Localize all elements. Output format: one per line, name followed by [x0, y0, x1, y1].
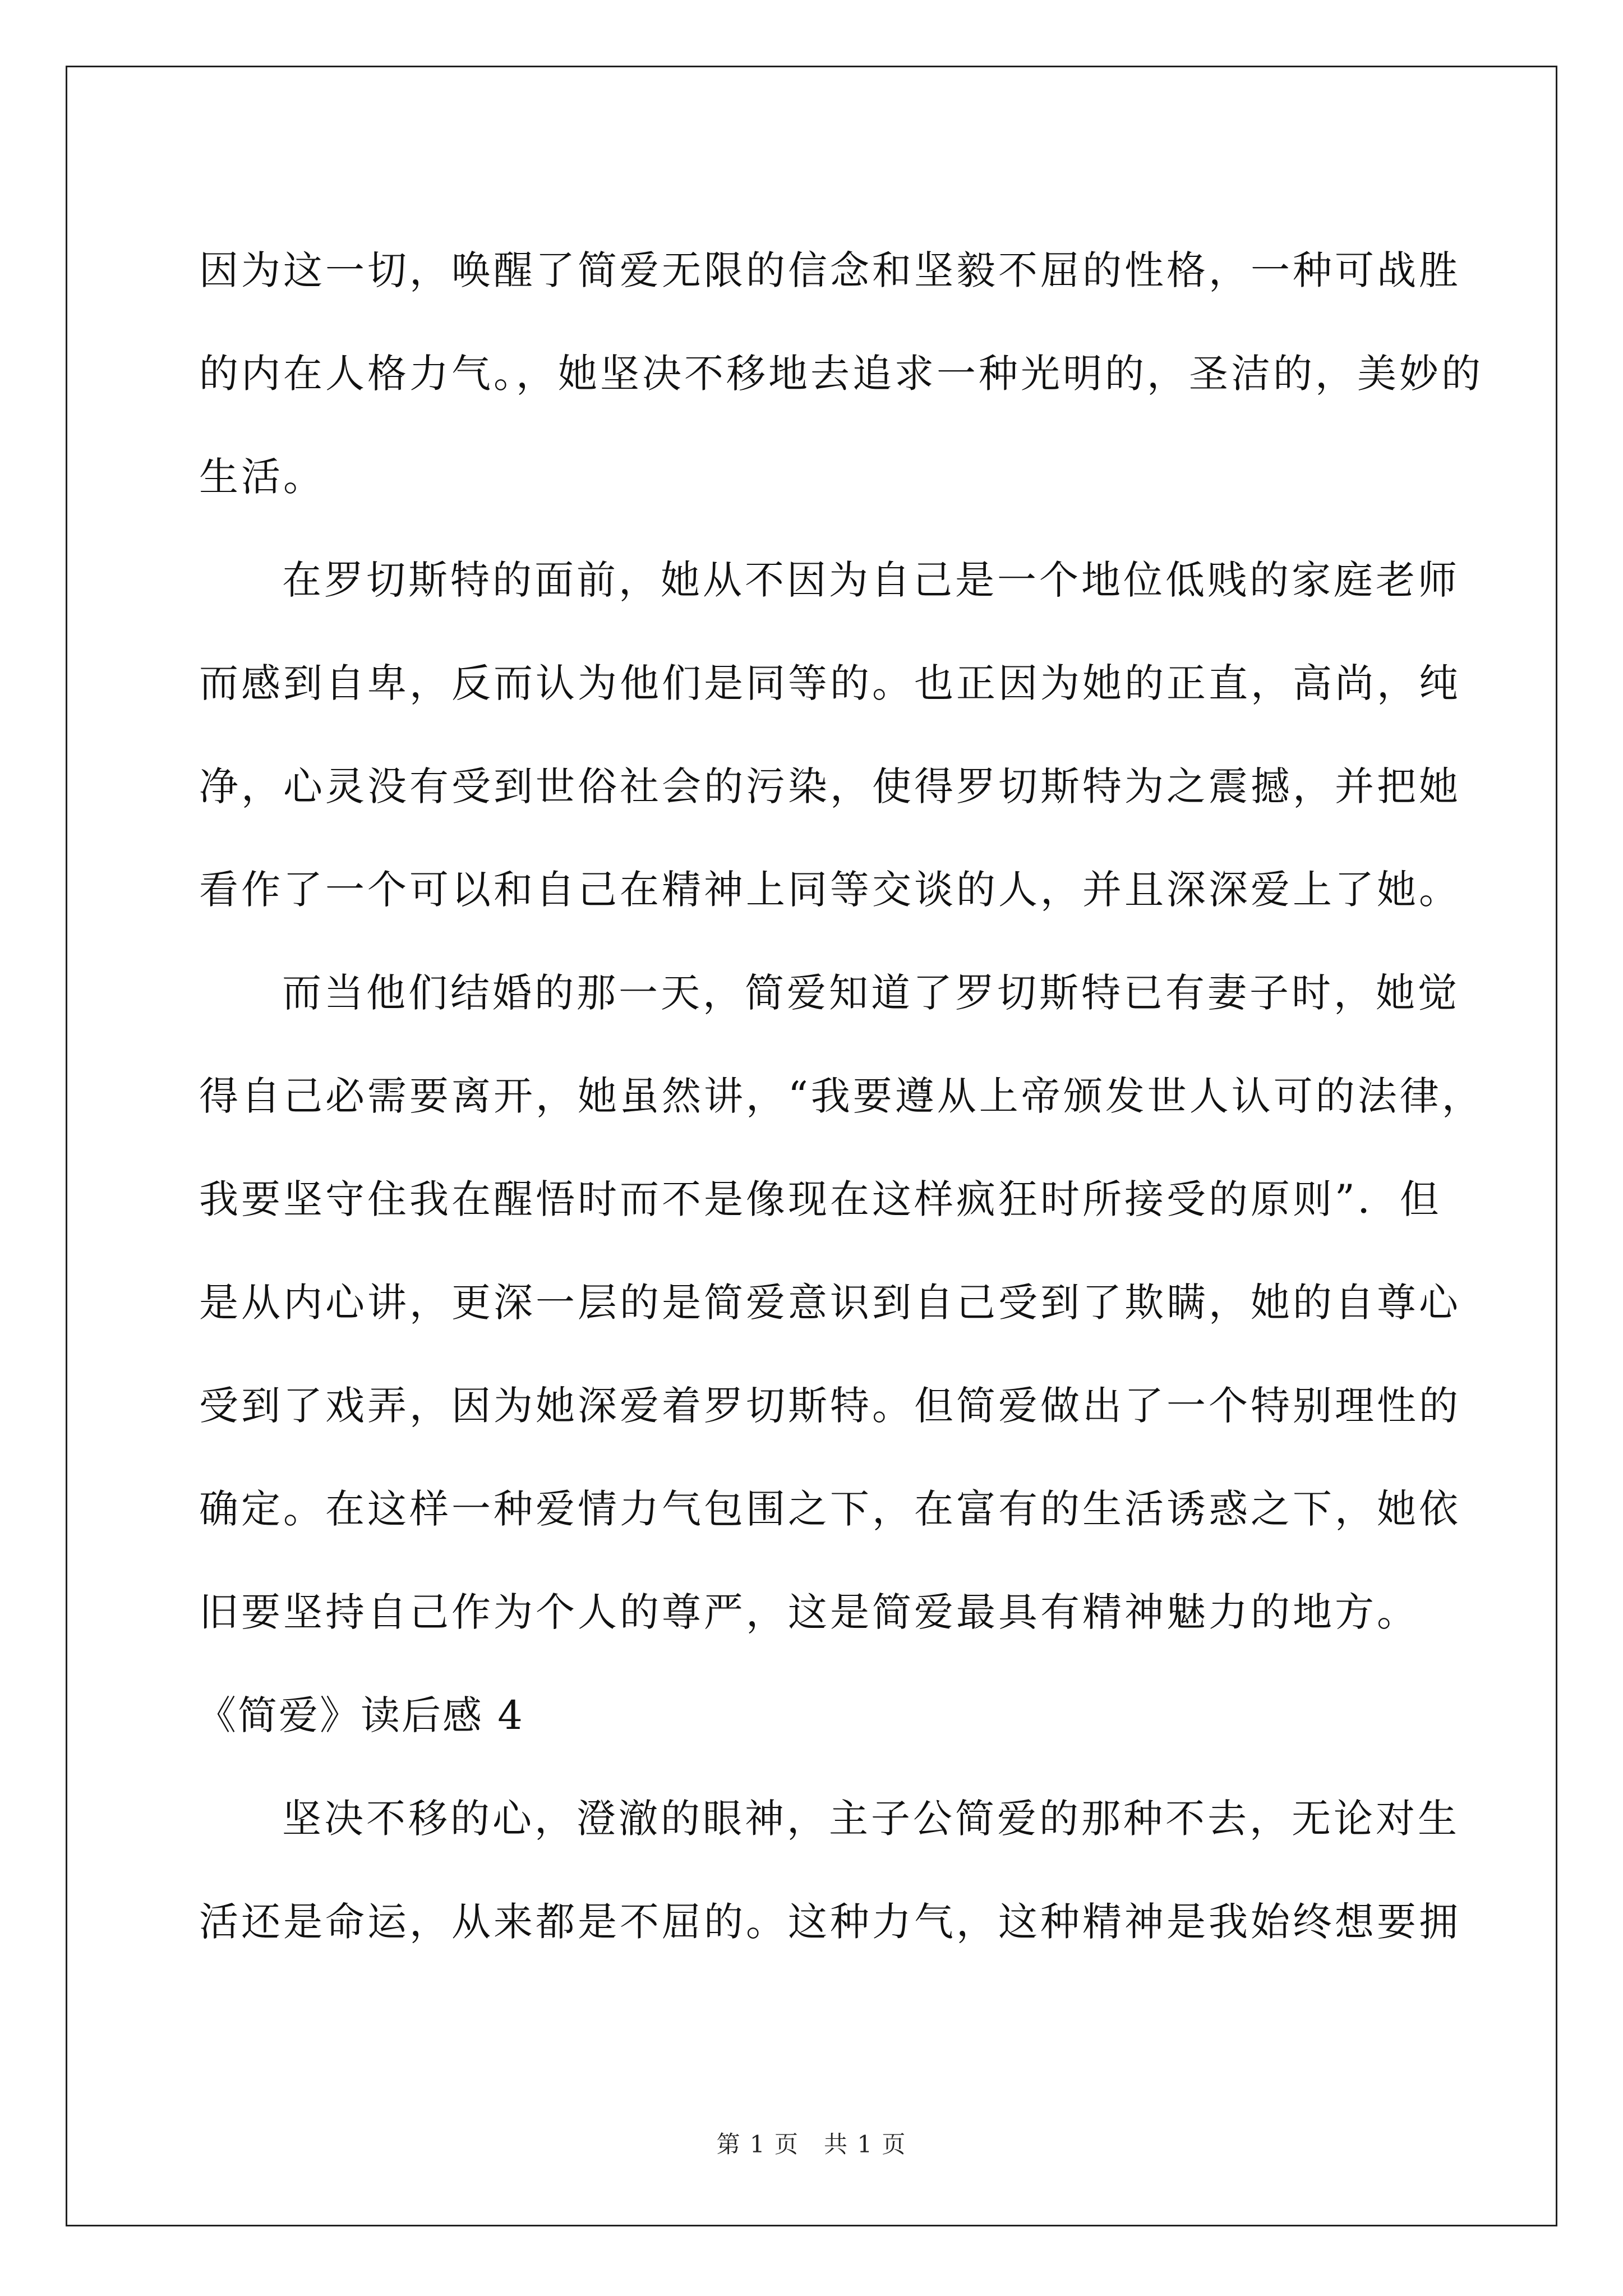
text-line: 得自己必需要离开，她虽然讲，“我要遵从上帝颁发世人认可的法律， — [199, 1073, 1484, 1119]
paragraph-3 — [199, 941, 1484, 1664]
text-line: 受到了戏弄，因为她深爱着罗切斯特。但简爱做出了一个特别理性的 — [199, 1383, 1461, 1429]
page-number-footer: 第 1 页 共 1 页 — [716, 2131, 907, 2158]
text-line: 净，心灵没有受到世俗社会的污染，使得罗切斯特为之震撼，并把她 — [199, 763, 1461, 809]
text-line: 旧要坚持自己作为个人的尊严，这是简爱最具有精神魅力的地方。 — [199, 1589, 1419, 1635]
text-line: 我要坚守住我在醒悟时而不是像现在这样疯狂时所接受的原则”．但 — [199, 1176, 1442, 1222]
section-heading: 《简爱》读后感 4 — [197, 1692, 524, 1738]
text-line: 确定。在这样一种爱情力气包围之下，在富有的生活诱惑之下，她依 — [199, 1486, 1461, 1532]
text-line: 活还是命运，从来都是不屈的。这种力气，这种精神是我始终想要拥 — [199, 1899, 1461, 1945]
text-line: 的内在人格力气。，她坚决不移地去追求一种光明的，圣洁的，美妙的 — [199, 351, 1483, 397]
text-line: 是从内心讲，更深一层的是简爱意识到自己受到了欺瞒，她的自尊心 — [199, 1280, 1461, 1326]
text-line: 而当他们结婚的那一天，简爱知道了罗切斯特已有妻子时，她觉 — [282, 970, 1460, 1016]
text-line: 生活。 — [199, 454, 325, 500]
text-line: 看作了一个可以和自己在精神上同等交谈的人，并且深深爱上了她。 — [199, 867, 1461, 913]
document-body — [197, 219, 1484, 1973]
paragraph-1 — [199, 219, 1483, 528]
text-line: 而感到自卑，反而认为他们是同等的。也正因为她的正直，高尚，纯 — [199, 660, 1461, 706]
text-line: 坚决不移的心，澄澈的眼神，主子公简爱的那种不去，无论对生 — [282, 1796, 1460, 1842]
text-line: 在罗切斯特的面前，她从不因为自己是一个地位低贱的家庭老师 — [282, 557, 1460, 603]
text-line: 因为这一切，唤醒了简爱无限的信念和坚毅不屈的性格，一种可战胜 — [199, 247, 1461, 293]
paragraph-2 — [199, 528, 1461, 941]
section-paragraph — [199, 1767, 1461, 1973]
